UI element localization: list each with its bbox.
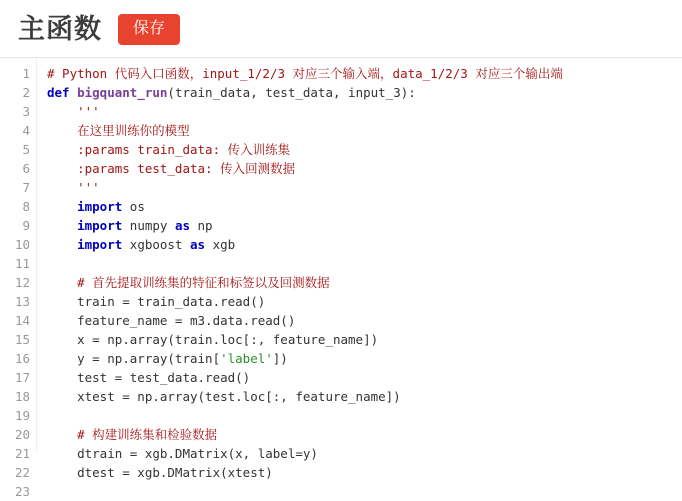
- code-token: dtrain = xgb.DMatrix(x, label=y): [47, 446, 318, 461]
- code-line: [47, 235, 682, 254]
- line-number: 18: [14, 389, 30, 404]
- code-token: xgb: [212, 237, 236, 252]
- line-number: 21: [14, 446, 30, 461]
- code-area[interactable]: [37, 58, 682, 480]
- line-number: 2: [22, 85, 30, 100]
- code-token: :params test_data: 传入回测数据: [47, 161, 296, 176]
- line-number: 11: [14, 256, 30, 271]
- code-token: os: [129, 199, 145, 214]
- code-line: [47, 368, 682, 387]
- line-number: 3: [22, 104, 30, 119]
- code-line: [47, 254, 682, 273]
- code-token: as: [174, 218, 198, 233]
- code-token: test = test_data.read(): [47, 370, 251, 385]
- code-line: [47, 273, 682, 292]
- code-token: feature_name = m3.data.read(): [47, 313, 296, 328]
- code-line: [47, 482, 682, 501]
- code-line: [47, 159, 682, 178]
- code-line: [47, 178, 682, 197]
- code-token: import: [47, 237, 130, 252]
- code-token: dtest = xgb.DMatrix(xtest): [47, 465, 273, 480]
- line-number: 1: [22, 66, 30, 81]
- code-line: [47, 121, 682, 140]
- line-number: 8: [22, 199, 30, 214]
- line-number: 10: [14, 237, 30, 252]
- code-token: x = np.array(train.loc[:, feature_name]): [47, 332, 379, 347]
- page-header: [0, 0, 682, 55]
- code-line: [47, 406, 682, 425]
- code-token: np: [197, 218, 213, 233]
- line-number: 14: [14, 313, 30, 328]
- line-number: 7: [22, 180, 30, 195]
- line-number: 19: [14, 408, 30, 423]
- line-number-gutter: [0, 58, 37, 499]
- code-line: [47, 463, 682, 482]
- code-token: # 构建训练集和检验数据: [47, 427, 218, 442]
- code-line: [47, 349, 682, 368]
- code-line: [47, 292, 682, 311]
- code-token: # 首先提取训练集的特征和标签以及回测数据: [47, 275, 330, 290]
- code-line: [47, 140, 682, 159]
- page-title: 主函数: [18, 14, 102, 44]
- code-editor[interactable]: [0, 58, 682, 499]
- code-token: ]): [272, 351, 288, 366]
- code-token: import: [47, 199, 130, 214]
- line-number: 6: [22, 161, 30, 176]
- line-number: 20: [14, 427, 30, 442]
- code-token: # Python 代码入口函数，input_1/2/3 对应三个输入端，data_1/2/3 对应三个输出端: [47, 66, 563, 81]
- code-token: 在这里训练你的模型: [47, 123, 190, 138]
- code-line: [47, 387, 682, 406]
- code-token: ''': [47, 104, 100, 119]
- code-token: xgboost: [129, 237, 191, 252]
- save-button[interactable]: 保存: [118, 14, 180, 45]
- code-line: [47, 197, 682, 216]
- code-token: :params train_data: 传入训练集: [47, 142, 291, 157]
- code-line: [47, 102, 682, 121]
- code-line: [47, 83, 682, 102]
- code-token: bigquant_run: [77, 85, 168, 100]
- code-line: [47, 311, 682, 330]
- line-number: 4: [22, 123, 30, 138]
- code-line: [47, 330, 682, 349]
- code-token: ''': [47, 180, 100, 195]
- code-token: import: [47, 218, 130, 233]
- code-token: y = np.array(train[: [47, 351, 221, 366]
- line-number: 9: [22, 218, 30, 233]
- code-line: [47, 425, 682, 444]
- line-number: 17: [14, 370, 30, 385]
- code-line: [47, 216, 682, 235]
- line-number: 12: [14, 275, 30, 290]
- code-token: train = train_data.read(): [47, 294, 266, 309]
- code-token: numpy: [129, 218, 175, 233]
- line-number: 22: [14, 465, 30, 480]
- code-line: [47, 64, 682, 83]
- code-token: (train_data, test_data, input_3):: [167, 85, 416, 100]
- line-number: 16: [14, 351, 30, 366]
- line-number: 15: [14, 332, 30, 347]
- code-line: [47, 444, 682, 463]
- line-number: 23: [14, 484, 30, 499]
- code-token: xtest = np.array(test.loc[:, feature_name]): [47, 389, 401, 404]
- code-token: def: [47, 85, 78, 100]
- line-number: 5: [22, 142, 30, 157]
- line-number: 13: [14, 294, 30, 309]
- code-token: 'label': [220, 351, 273, 366]
- code-token: as: [190, 237, 213, 252]
